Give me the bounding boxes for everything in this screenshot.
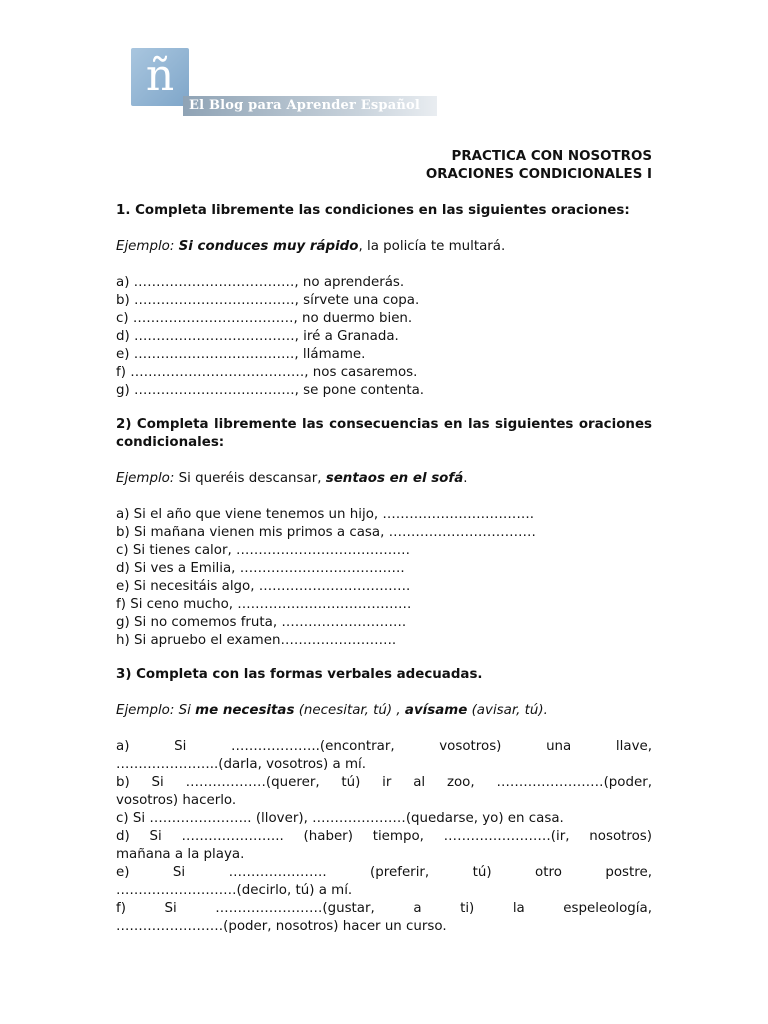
example-end: (avisar, tú). <box>467 703 548 718</box>
enye-logo-icon: ñ <box>145 50 175 101</box>
section-1 <box>116 202 652 400</box>
list-item-line: e) Si …………………. (preferir, tú) otro postre, <box>116 865 652 880</box>
list-item-line: ……………………(poder, nosotros) hacer un curso. <box>116 919 447 934</box>
list-item-line: vosotros) hacerlo. <box>116 793 237 808</box>
list-item-line: d) Si ………………….. (haber) tiempo, ……………………(ir, nosotros) <box>116 829 652 844</box>
list-item: c) ………………………………, no duermo bien. <box>116 311 413 326</box>
list-item-line: b) Si ………………(querer, tú) ir al zoo, ……………………(poder, <box>116 775 652 790</box>
section-2-list <box>116 506 652 650</box>
title-line-1: PRACTICA CON NOSOTROS <box>451 149 652 164</box>
title-line-2: ORACIONES CONDICIONALES I <box>425 167 652 182</box>
page-title <box>426 148 652 184</box>
list-item-line: f) Si ……………………(gustar, a ti) la espeleología, <box>116 901 652 916</box>
example-bold-1: me necesitas <box>195 703 295 718</box>
list-item: e) ………………………………, llámame. <box>116 347 366 362</box>
list-item: g) Si no comemos fruta, ………………………. <box>116 615 407 630</box>
list-item-line: c) Si ………………….. (llover), …………………(quedarse, yo) en casa. <box>116 811 564 826</box>
section-2-example <box>116 470 652 488</box>
list-item-line: mañana a la playa. <box>116 847 245 862</box>
section-1-example <box>116 238 652 256</box>
example-mid: (necesitar, tú) , <box>294 703 405 718</box>
list-item-line: …………………..(darla, vosotros) a mí. <box>116 757 367 772</box>
section-3 <box>116 666 652 936</box>
example-label: Ejemplo: Si <box>116 703 196 718</box>
example-bold: sentaos en el sofá <box>325 471 464 486</box>
list-item-line: a) Si ………………..(encontrar, vosotros) una llave, <box>116 739 652 754</box>
example-rest: , la policía te multará. <box>358 239 506 254</box>
list-item: b) ………………………………, sírvete una copa. <box>116 293 420 308</box>
section-3-example <box>116 702 652 720</box>
blog-logo <box>131 48 437 118</box>
logo-square <box>131 48 189 106</box>
example-bold: Si conduces muy rápido <box>178 239 359 254</box>
example-label: Ejemplo: <box>116 239 175 254</box>
section-2-heading-line-2: condicionales: <box>116 435 225 450</box>
example-end: . <box>463 471 468 486</box>
list-item: b) Si mañana vienen mis primos a casa, …………………………… <box>116 525 536 540</box>
section-3-heading: 3) Completa con las formas verbales adecuadas. <box>116 667 483 682</box>
example-pre: Si queréis descansar, <box>174 471 326 486</box>
example-bold-2: avísame <box>404 703 468 718</box>
list-item: f) Si ceno mucho, ………………………………… <box>116 597 412 612</box>
list-item-line: ………………………(decirlo, tú) a mí. <box>116 883 353 898</box>
section-1-list <box>116 274 652 400</box>
list-item: d) ………………………………, iré a Granada. <box>116 329 399 344</box>
list-item: h) Si apruebo el examen…………………….. <box>116 633 397 648</box>
list-item: c) Si tienes calor, ………………………………… <box>116 543 411 558</box>
list-item: g) ………………………………, se pone contenta. <box>116 383 425 398</box>
list-item: e) Si necesitáis algo, ……………………………. <box>116 579 411 594</box>
section-3-list <box>116 738 652 936</box>
section-2-heading-line-1: 2) Completa libremente las consecuencias en las siguientes oraciones <box>116 417 652 432</box>
list-item: a) Si el año que viene tenemos un hijo, ……………………………. <box>116 507 534 522</box>
list-item: a) ………………………………, no aprenderás. <box>116 275 405 290</box>
section-1-heading: 1. Completa libremente las condiciones en las siguientes oraciones: <box>116 203 630 218</box>
section-2 <box>116 416 652 650</box>
logo-tagline: El Blog para Aprender Español <box>189 98 420 113</box>
list-item: d) Si ves a Emilia, ………………………………. <box>116 561 405 576</box>
example-label: Ejemplo: <box>116 471 175 486</box>
list-item: f) …………………………………, nos casaremos. <box>116 365 418 380</box>
